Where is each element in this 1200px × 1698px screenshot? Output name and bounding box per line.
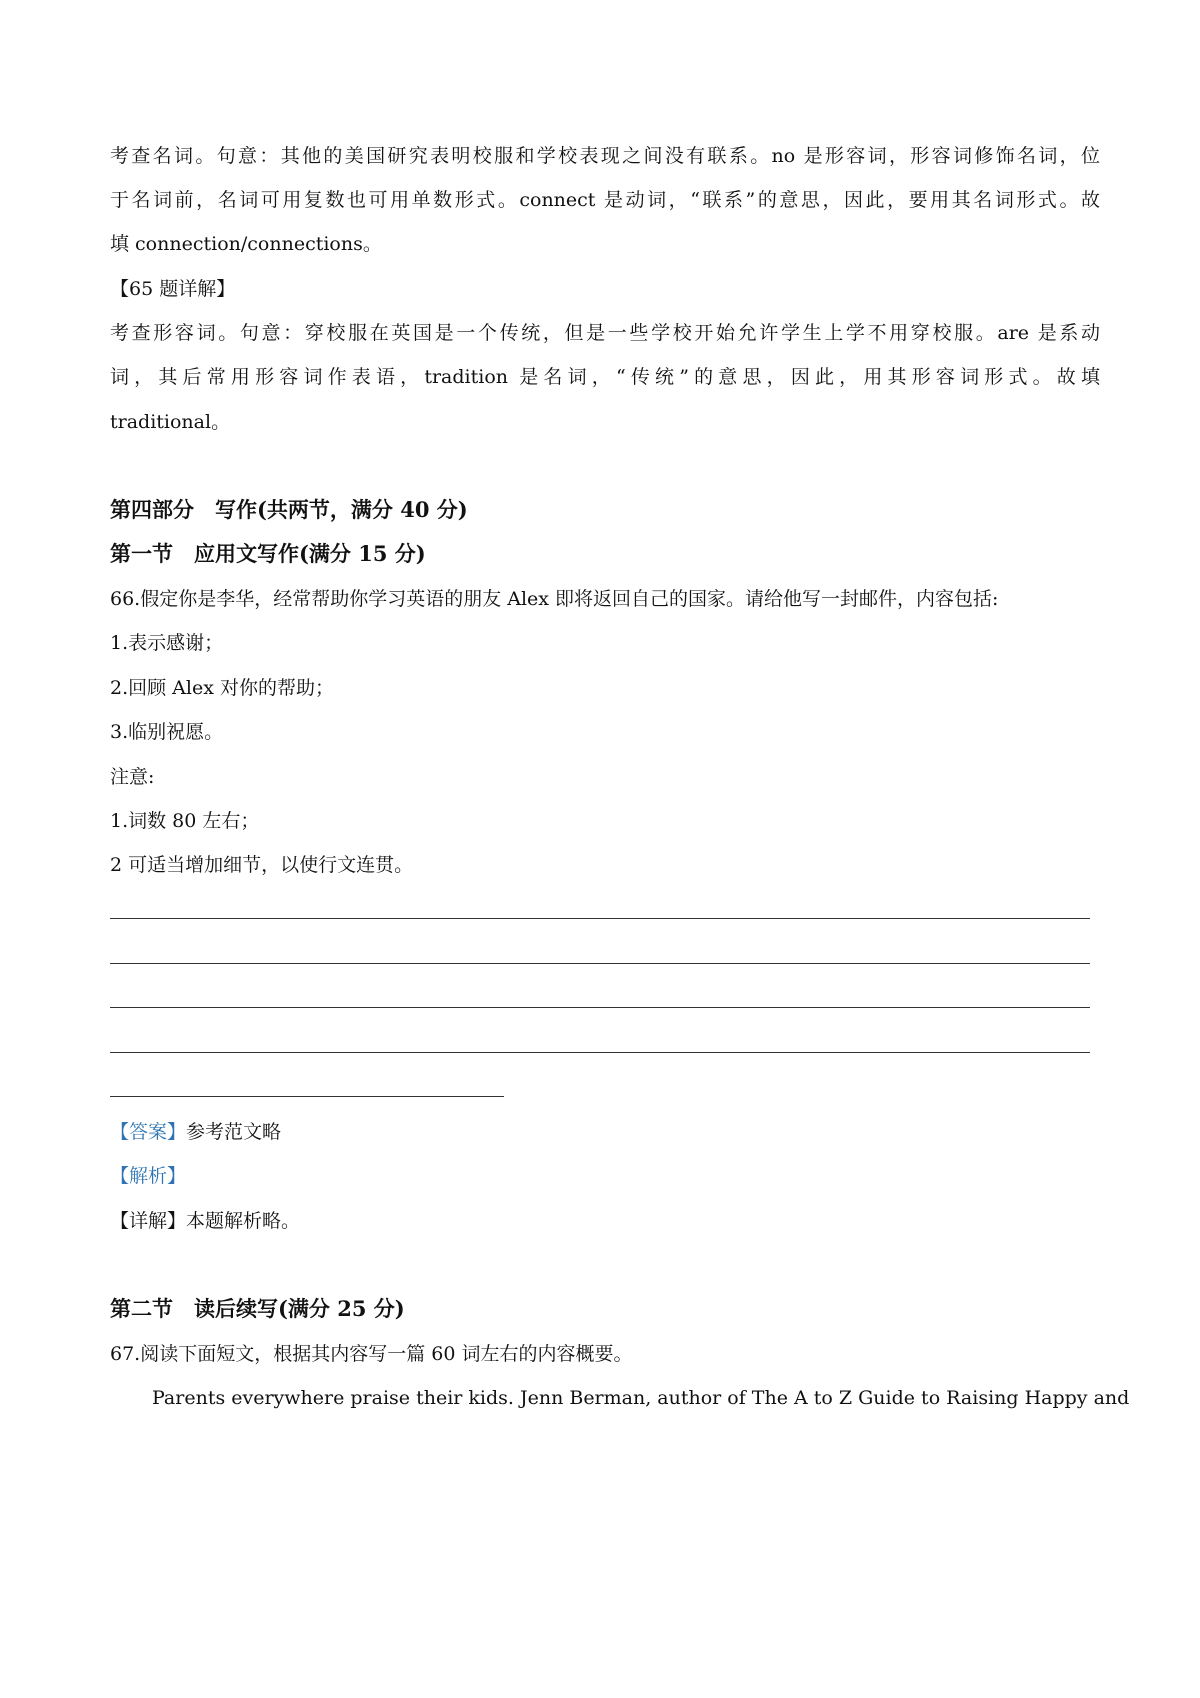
q66-item-3: 3.临别祝愿。 — [110, 721, 224, 743]
answer-blank-line — [110, 1096, 504, 1097]
answer-blank-line — [110, 1052, 1090, 1053]
q67-prompt: 67.阅读下面短文，根据其内容写一篇 60 词左右的内容概要。 — [110, 1343, 633, 1365]
q65-explanation-line-3: traditional。 — [110, 411, 231, 433]
q64-explanation-line-1: 考查名词。句意：其他的美国研究表明校服和学校表现之间没有联系。no 是形容词，形容词修饰名词，位 — [110, 145, 1100, 167]
q65-explanation-line-1: 考查形容词。句意：穿校服在英国是一个传统，但是一些学校开始允许学生上学不用穿校服。are 是系动 — [110, 322, 1100, 344]
q66-item-1: 1.表示感谢； — [110, 632, 224, 654]
answer-blank-line — [110, 918, 1090, 919]
answer-text: 参考范文略 — [186, 1121, 282, 1143]
q66-item-2: 2.回顾 Alex 对你的帮助； — [110, 677, 334, 699]
q66-note-label: 注意: — [110, 766, 155, 788]
section2-title: 第二节 读后续写(满分 25 分) — [110, 1296, 405, 1321]
answer-blank-line — [110, 1007, 1090, 1008]
answer-tag: 【答案】 — [110, 1121, 187, 1143]
part4-title: 第四部分 写作(共两节，满分 40 分) — [110, 497, 468, 522]
analysis-tag: 【解析】 — [110, 1165, 187, 1187]
answer-blank-line — [110, 963, 1090, 964]
detail-tag: 【详解】 — [110, 1210, 187, 1232]
q65-explanation-line-2: 词，其后常用形容词作表语，tradition 是名词，“传统”的意思，因此，用其形容词形式。故填 — [110, 366, 1100, 388]
q66-prompt: 66.假定你是李华，经常帮助你学习英语的朋友 Alex 即将返回自己的国家。请给他写一封邮件，内容包括: — [110, 588, 999, 610]
q66-analysis-row — [110, 1164, 1100, 1188]
q66-answer-row — [110, 1120, 1100, 1144]
q66-note-1: 1.词数 80 左右； — [110, 810, 260, 832]
q66-detail-row — [110, 1209, 1100, 1233]
q64-explanation-line-2: 于名词前，名词可用复数也可用单数形式。connect 是动词，“联系”的意思，因此，要用其名词形式。故 — [110, 189, 1100, 211]
passage-line-1: Parents everywhere praise their kids. Jenn Berman, author of The A to Z Guide to Raising Happy and — [152, 1387, 1130, 1409]
q65-heading: 【65 题详解】 — [110, 278, 236, 300]
detail-text: 本题解析略。 — [186, 1210, 301, 1232]
q64-explanation-line-3: 填 connection/connections。 — [110, 233, 382, 255]
section1-title: 第一节 应用文写作(满分 15 分) — [110, 541, 426, 566]
q66-note-2: 2 可适当增加细节，以使行文连贯。 — [110, 854, 414, 876]
